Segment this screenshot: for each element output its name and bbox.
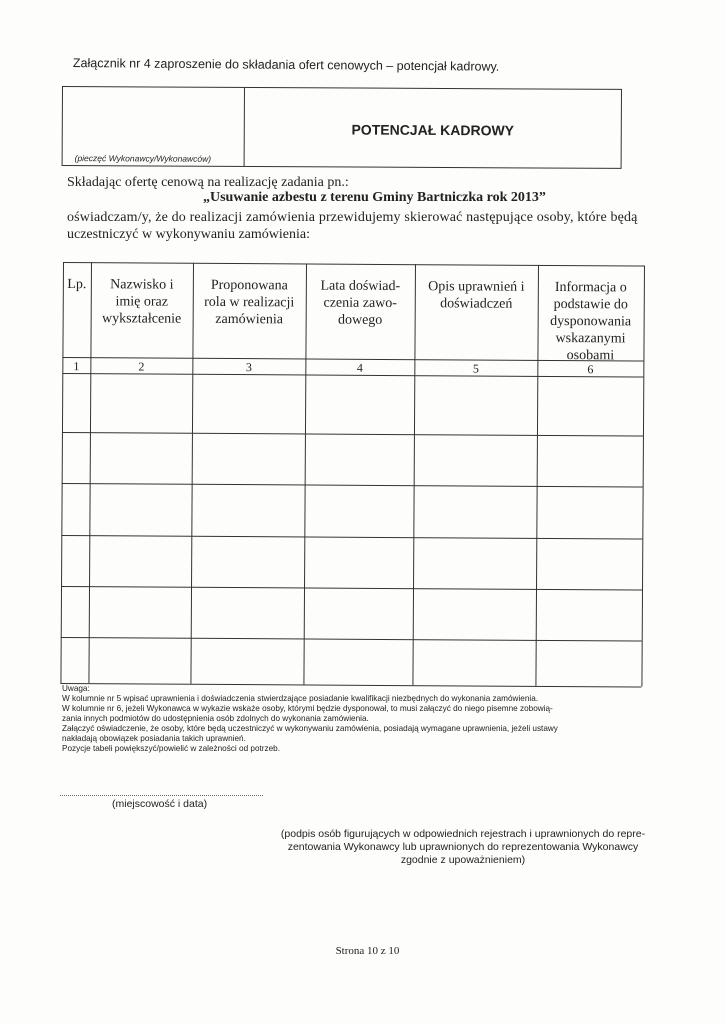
column-header-line: zamówienia: [215, 311, 284, 328]
column-number: 3: [245, 360, 252, 375]
column-number: 5: [472, 361, 479, 376]
notes-section: [62, 684, 662, 754]
column-header: [415, 278, 538, 313]
note-line: zania innych podmiotów do udostępnienia osób zdolnych do wykonania zamówienia.: [62, 714, 369, 723]
note-line: W kolumnie nr 6, jeżeli Wykonawca w wykazie wskaże osoby, którymi będzie dysponował, to musi załączyć do niego pisemne zobowią-: [62, 704, 553, 713]
column-header-line: dysponowania: [550, 313, 632, 330]
note-line: Załączyć oświadczenie, że osoby, które będą uczestniczyć w wykonywaniu zamówienia, posiadają wymagane uprawnienia, jeżeli ustawy: [62, 724, 558, 733]
column-header: [63, 276, 91, 293]
table-row-border: [62, 432, 643, 437]
column-header-line: podstawie do: [553, 296, 628, 313]
table-row-border: [61, 586, 642, 591]
column-header-line: Informacja o: [554, 280, 627, 296]
column-header: [91, 276, 193, 328]
column-header-line: wskazanymi: [555, 331, 626, 347]
place-date-label: (miejscowość i data): [112, 798, 208, 810]
intro-line-3: oświadczam/y, że do realizacji zamówienia przewidujemy skierować następujące osoby, które będą: [67, 210, 638, 225]
table-row-border: [62, 483, 643, 488]
table-row-border: [63, 262, 644, 267]
attachment-heading: Załącznik nr 4 zaproszenie do składania ofert cenowych – potencjał kadrowy.: [72, 56, 500, 74]
column-header-line: osobami: [566, 348, 615, 364]
table-row-border: [61, 637, 642, 642]
note-line: W kolumnie nr 5 wpisać uprawnienia i doświadczenia stwierdzające posiadanie kwalifikacji niezbędnych do wykonania zamówienia.: [62, 694, 539, 703]
column-header-line: Lata doświad-: [320, 278, 401, 295]
intro-line-1: Składając ofertę cenową na realizację zadania pn.:: [67, 175, 349, 190]
column-header-line: rola w realizacji: [204, 294, 295, 311]
contractor-stamp-area: [63, 87, 245, 166]
column-number: 6: [587, 362, 594, 377]
signature-caption-line: zentowania Wykonawcy lub uprawnionych do reprezentowania Wykonawcy: [287, 841, 639, 853]
intro-line-4: uczestniczyć w wykonywaniu zamówienia:: [67, 227, 310, 242]
column-header-line: Lp.: [67, 277, 87, 293]
document-title: POTENCJAŁ KADROWY: [351, 121, 515, 139]
column-header-line: Proponowana: [210, 277, 288, 294]
signature-caption-line: zgodnie z upoważnieniem): [400, 854, 526, 866]
table-row-border: [61, 535, 642, 540]
column-header-line: dowego: [337, 312, 383, 328]
page-number: Strona 10 z 10: [335, 945, 400, 957]
column-header-line: imię oraz: [115, 294, 169, 310]
task-name: „Usuwanie azbestu z terenu Gminy Bartniczka rok 2013”: [203, 190, 546, 205]
column-header: [193, 277, 306, 329]
column-number: 2: [138, 359, 145, 374]
note-line: Pozycje tabeli powiększyć/powielić w zależności od potrzeb.: [62, 744, 280, 753]
column-number: 1: [73, 359, 80, 374]
table-column-border: [60, 262, 64, 683]
note-line: nakładają obowiązek posiadania takich uprawnień.: [62, 734, 246, 743]
title-area: [245, 88, 621, 168]
notes-heading: Uwaga:: [62, 684, 90, 693]
stamp-label: (pieczęć Wykonawcy/Wykonawców): [74, 153, 212, 164]
signature-block: [268, 828, 658, 867]
place-date-line: [60, 795, 263, 796]
signature-caption-line: (podpis osób figurujących w odpowiednich rejestrach i uprawnionych do repre-: [280, 828, 646, 840]
stamp-box: [62, 86, 622, 169]
column-header: [306, 277, 415, 329]
column-header-line: Opis uprawnień i: [428, 279, 525, 295]
column-header-line: wykształcenie: [101, 311, 182, 327]
column-header: [537, 279, 644, 365]
staff-table: [60, 262, 644, 687]
column-header-line: doświadczeń: [440, 296, 513, 312]
column-header-line: Nazwisko i: [110, 277, 174, 293]
column-number: 4: [356, 360, 363, 375]
column-header-line: czenia zawo-: [323, 295, 398, 312]
